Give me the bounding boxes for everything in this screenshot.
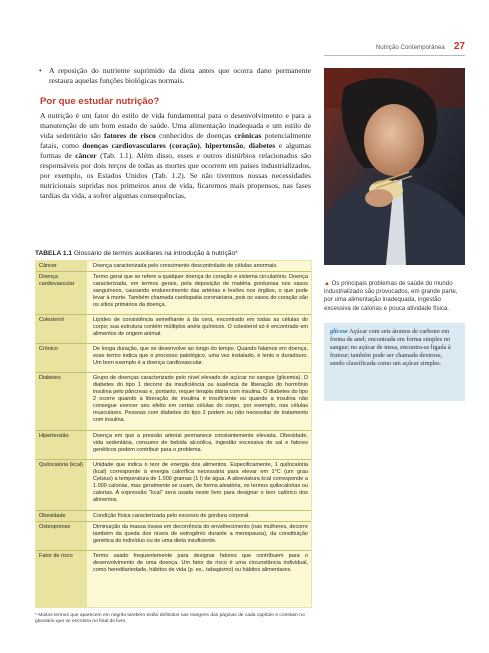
body-text: potencialmente fatais, como [40, 131, 311, 151]
table-definition: De longa duração, que se desenvolve ao longo do tempo. Quando falamos em doença, esse termo indica que o processo patológico, uma vez instalado, é lento e duradouro. Um bom exemplo é a doença cardiovascular. [93, 346, 308, 367]
hand-shape [365, 189, 393, 207]
table-term: Quilocaloria (kcal) [36, 460, 87, 510]
table-definition: Lipídeo de consistência semelhante à da cera, encontrado em todas as células do corpo; sua estrutura contém múltiplos anéis químicos. O colesterol só é encontrado em alimentos de origem animal. [93, 317, 308, 338]
table-row [36, 344, 311, 373]
table-row [36, 431, 311, 460]
body-paragraph [40, 111, 311, 201]
caption-text: Os principais problemas de saúde do mundo industrializado são provocados, em grande parte, por uma alimentação inadequada, ingestão excessiva de calorias e pouca atividade física. [324, 280, 458, 312]
bold-term: doenças cardiovasculares (coração) [82, 141, 200, 151]
bullet-text: A reposição do nutriente suprimido da dieta antes que ocorra dano permanente restaura aquelas funções biológicas normais. [49, 66, 311, 86]
body-text: , [199, 141, 206, 151]
table-row [36, 460, 311, 511]
table-term: Diabetes [36, 373, 87, 430]
table-term: Hipertensão [36, 431, 87, 459]
table-definition: Termo geral que se refere a qualquer doença do coração e sistema circulatório. Doença caracterizada, em termos gerais, pela deposição de matéria gordurosa nos vasos sanguíneos, causando endurecimento das artérias e lesões nos órgãos, o que pode levar à morte. Também chamada cardiopatia coronariana, pois os vasos do coração são os sítios primários da doença. [93, 274, 308, 309]
page-number: 27 [453, 41, 465, 52]
glossary-table [35, 260, 312, 608]
running-head [376, 41, 465, 52]
body-text: (Tab. 1.1). Além disso, esses e outros distúrbios relacionados são responsáveis por dois terços de todas as mortes que ocorrem em países industrializados, por exemplo, os Estados Unidos (Tab. 1.2). Se não tivermos nossas necessidades nutricionais supridas nos primeiros anos de vida, ficaremos mais propensos, nas fases tardias da vida, a sofrer algumas consequências, [40, 151, 311, 201]
table-definition: Condição física caracterizada pelo excesso de gordura corporal. [93, 513, 250, 519]
table-row [36, 261, 311, 272]
glossary-box [324, 323, 465, 401]
table-term: Doença cardiovascular [36, 272, 87, 314]
body-text: , [243, 141, 249, 151]
table-row [36, 511, 311, 522]
table-row [36, 373, 311, 431]
table-definition: Unidade que indica o teor de energia dos alimentos. Especificamente, 1 quilocaloria (kcal) corresponde à energia calorífica necessária para elevar em 1°C (um grau Celsius) a temperatura de 1.000 gramas (1 l) de água. A abreviatura kcal corresponde a 1.000 calorias, mas geralmente se usam, de forma aleatória, os termos quilocalorias ou calorias. A expressão "kcal" será usada neste livro para designar o teor calórico dos alimentos. [93, 462, 308, 504]
glossary-term: glicose [330, 328, 348, 335]
woman-eating-photo [324, 68, 465, 265]
caption-triangle-icon: ▲ [324, 281, 330, 287]
table-term: Osteoporose [36, 522, 87, 550]
body-text: A nutrição é um fator do estilo de vida fundamental para o desenvolvimento e para a manutenção de um bom estado de saúde. Uma alimentação inadequada e um estilo de vida sedentário são [40, 111, 311, 141]
table-term: Fator de risco [36, 551, 87, 607]
table-row [36, 522, 311, 551]
bold-term: câncer [75, 151, 97, 161]
bold-term: crônicas [234, 131, 262, 141]
photo-caption [324, 280, 465, 313]
table-definition: Termo usado frequentemente para designar fatores que contribuem para o desenvolvimento de uma doença. Um fator de risco é uma circunstância individual, como hereditariedade, hábitos de vida (p. ex., tabagismo) ou hábitos alimentares. [93, 553, 308, 574]
table-row [36, 272, 311, 315]
section-heading: Por que estudar nutrição? [40, 96, 160, 107]
table-title [35, 250, 315, 257]
table-label: TABELA 1.1 [35, 250, 73, 257]
table-term: Obesidade [36, 511, 87, 521]
table-row [36, 315, 311, 344]
bold-term: hipertensão [205, 141, 244, 151]
body-text: conhecidos de doenças [155, 131, 235, 141]
glossary-definition: Açúcar com seis átomos de carbono em forma de anel; encontrada em forma simples no sangue; no açúcar de mesa, encontra-se ligada à frutose; também pode ser chamada dextrose, sendo classificada como um açúcar simples. [330, 328, 451, 368]
header-rule [324, 55, 465, 56]
table-term: Crônico [36, 344, 87, 372]
table-definition: Diminuição da massa óssea em decorrência do envelhecimento (nas mulheres, decorre também da queda dos níveis de estrogênio durante a menopausa), da constituição genética do indivíduo ou de uma dieta insuficiente. [93, 524, 308, 545]
bold-term: diabetes [248, 141, 276, 151]
table-definition: Grupo de doenças caracterizado pelo nível elevado de açúcar no sangue (glicemia). O diabetes do tipo 1 decorre da insuficiência ou ausência de liberação do hormônio insulina pelo pâncreas e, portanto, requer terapia diária com insulina. O diabetes do tipo 2 ocorre quando a liberação de insulina é insuficiente ou quando a insulina não consegue exercer seu efeito em certas células do corpo, por exemplo, nas células musculares. Pessoas com diabetes do tipo 2 podem ou não necessitar de tratamento com insulina. [93, 375, 308, 424]
table-term: Câncer [36, 261, 87, 271]
book-title: Nutrição Contemporânea [375, 44, 445, 51]
face-shape [364, 104, 424, 176]
table-definition: Doença caracterizada pelo crescimento descontrolado de células anormais. [93, 263, 278, 269]
table-term: Colesterol [36, 315, 87, 343]
bullet-paragraph [39, 66, 311, 86]
bullet-dot: • [39, 66, 42, 75]
body-text: e algumas formas de [40, 141, 312, 161]
photo-illustration [324, 68, 465, 265]
table-definition: Doença em que a pressão arterial permanece constantemente elevada. Obesidade, vida sedentária, consumo de bebida alcoólica, ingestão excessiva de sal e fatores genéticos podem contribuir para o problema. [93, 433, 308, 454]
bold-term: fatores de risco [104, 131, 156, 141]
table-footnote: * Muitos termos que aparecem em negrito também estão definidos nas margens das páginas de cada capítulo e constam no glossário que se encontra no final do livro. [35, 613, 305, 625]
table-caption: Glossário de termos auxiliares na introdução à nutrição* [73, 250, 238, 257]
table-row [36, 551, 311, 607]
